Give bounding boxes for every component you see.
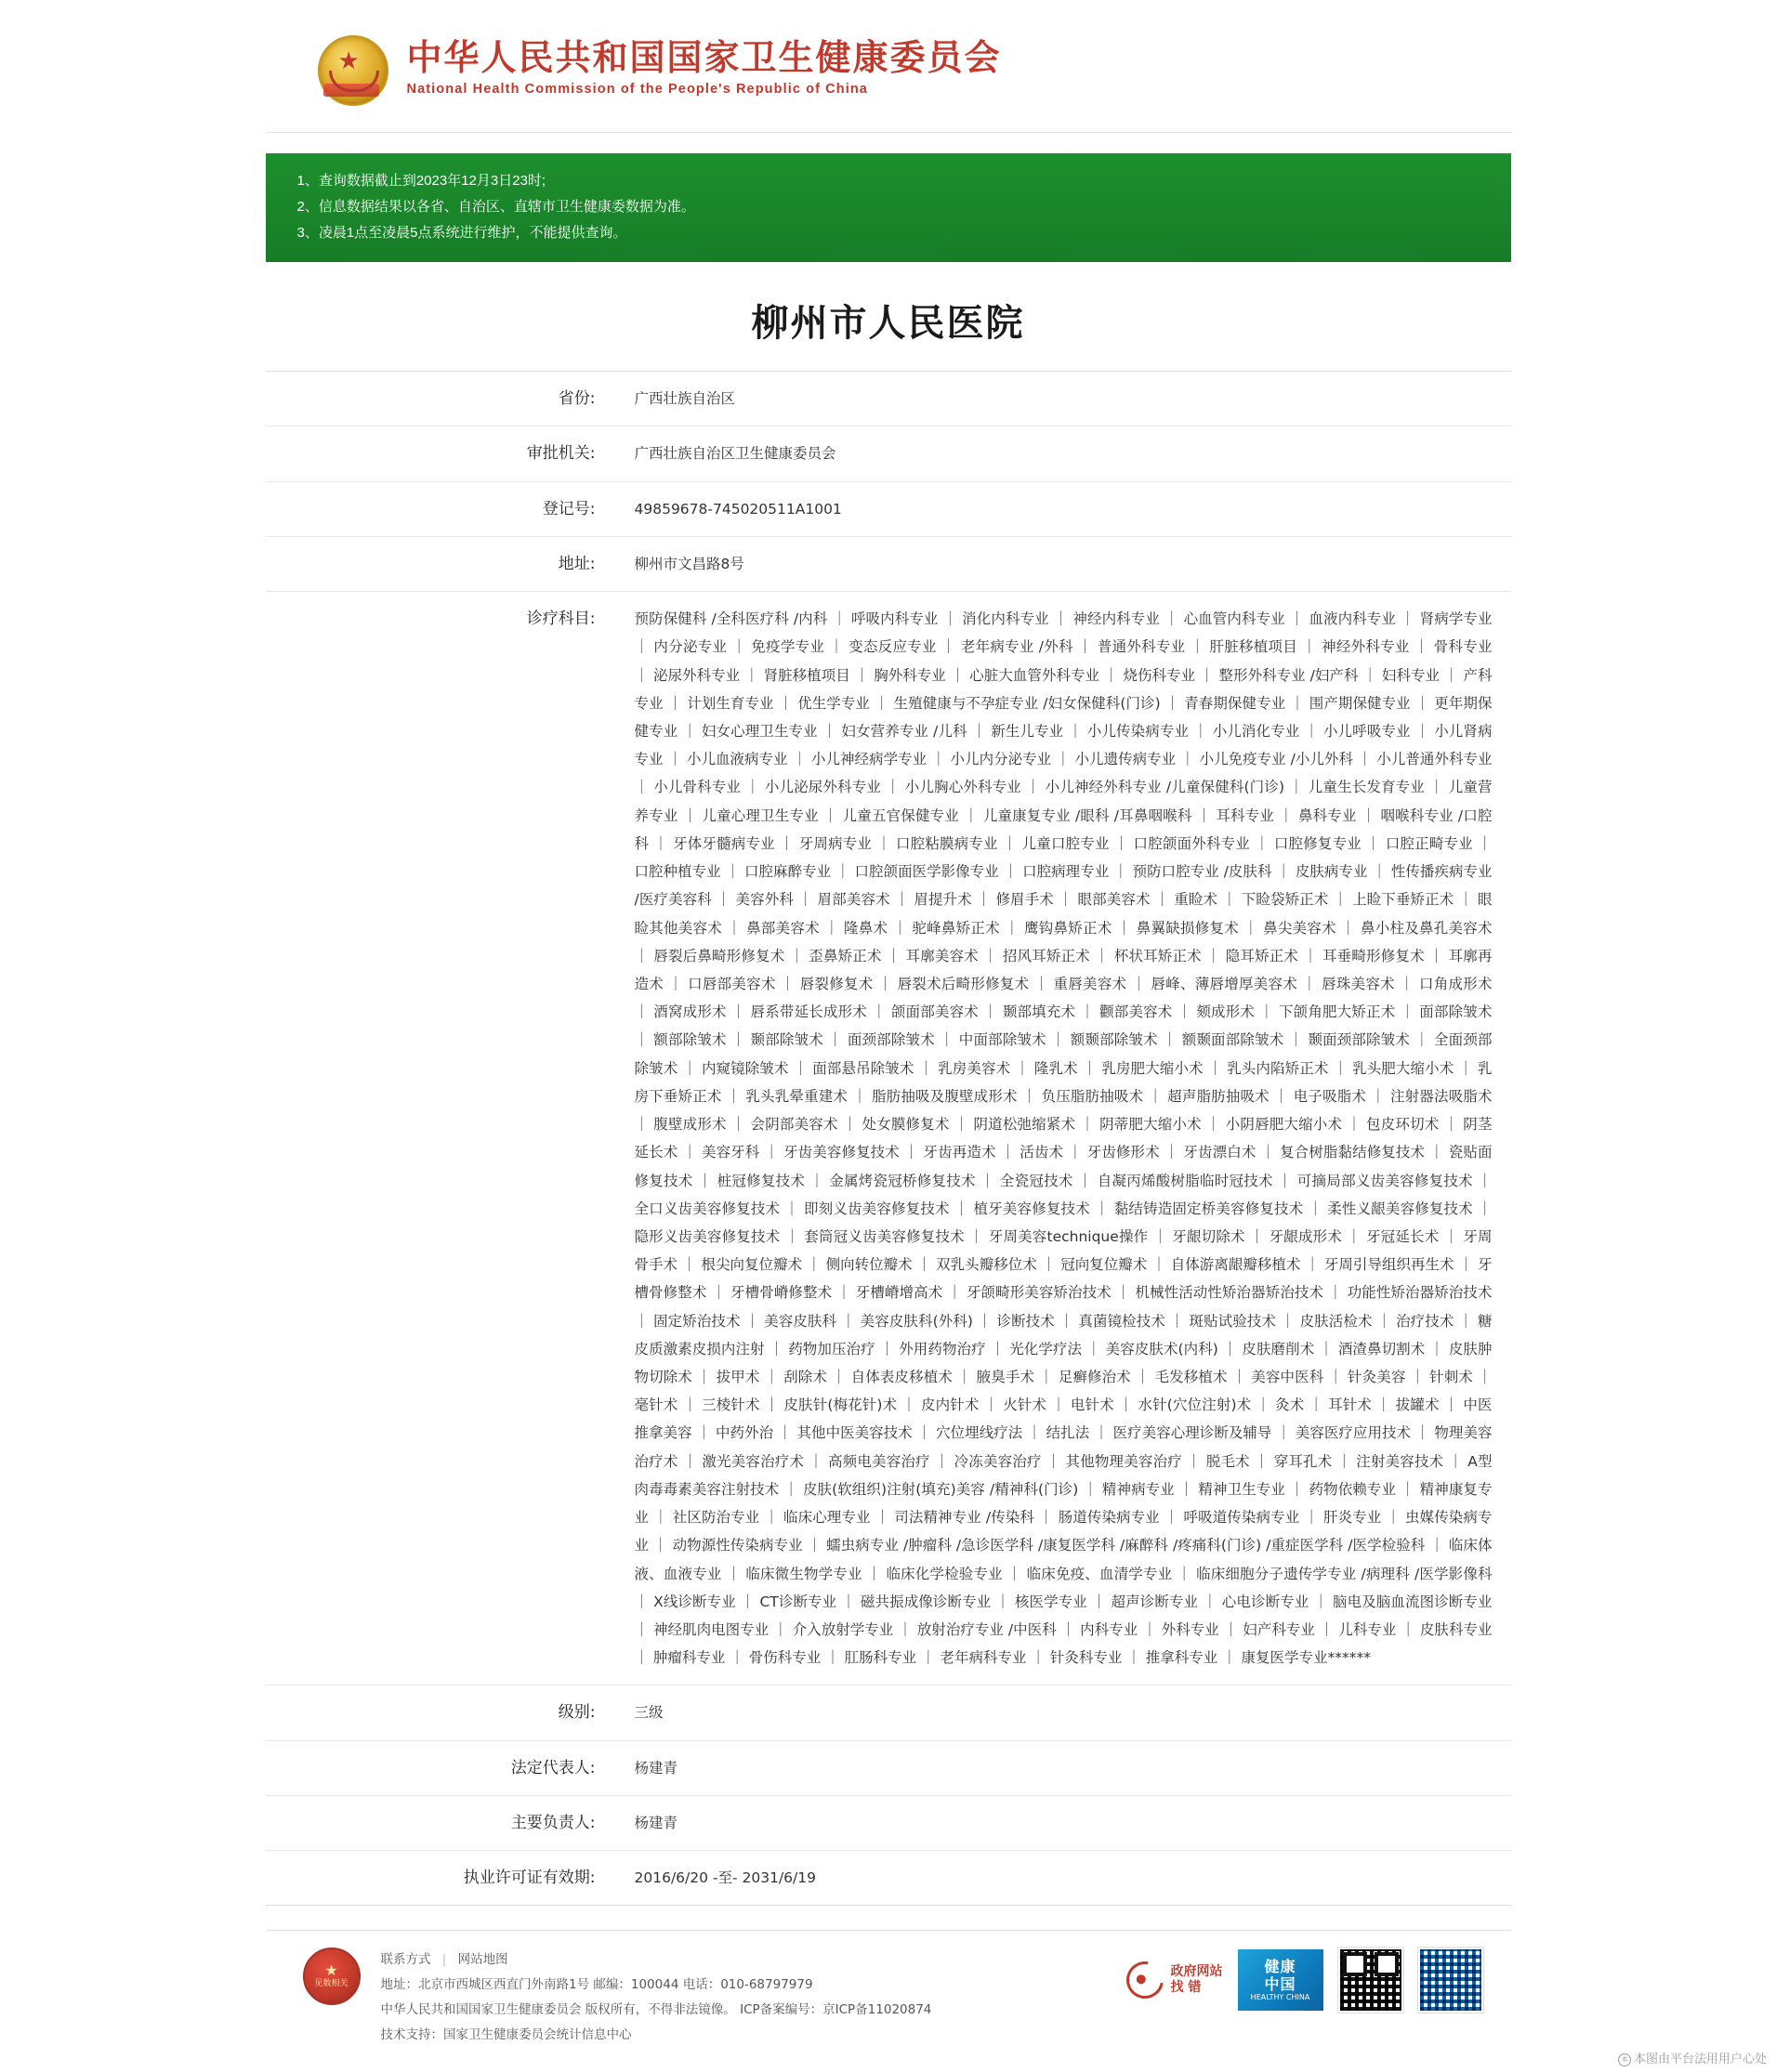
- qr-code-blue-icon[interactable]: [1418, 1947, 1483, 2013]
- value-legal-rep: 杨建青: [634, 1759, 678, 1777]
- header-divider: [266, 132, 1511, 133]
- value-address: 柳州市文昌路8号: [634, 555, 744, 572]
- healthy-china-badge[interactable]: [1238, 1949, 1323, 2011]
- national-emblem-icon: ★: [312, 30, 390, 108]
- label-address: 地址:: [266, 536, 624, 591]
- value-principal: 杨建青: [634, 1814, 678, 1831]
- label-departments: 诊疗科目:: [266, 592, 624, 1685]
- page-title: 柳州市人民医院: [751, 302, 1025, 346]
- sitemap-link[interactable]: 网站地图: [457, 1952, 508, 1968]
- site-title-cn: 中华人民共和国国家卫生健康委员会: [406, 37, 1002, 79]
- table-row-province: [266, 372, 1511, 426]
- table-row-register-no: [266, 481, 1511, 536]
- table-row-departments: [266, 592, 1511, 1685]
- value-level: 三级: [634, 1704, 664, 1722]
- table-row-license: [266, 1851, 1511, 1906]
- site-logo-band: [312, 26, 1028, 113]
- table-row-level: [266, 1685, 1511, 1740]
- gov-seal-text: 见数相关: [314, 1978, 349, 1988]
- label-legal-rep: 法定代表人:: [266, 1740, 624, 1795]
- table-row-address: [266, 536, 1511, 591]
- label-principal: 主要负责人:: [266, 1795, 624, 1850]
- healthy-china-en: HEALTHY CHINA: [1250, 1993, 1310, 2002]
- qr-code-icon[interactable]: [1338, 1947, 1403, 2013]
- site-title-en: National Health Commission of the People's Republic of China: [406, 82, 868, 98]
- watermark: [1618, 2049, 1767, 2066]
- value-license: 2016/6/20 -至- 2031/6/19: [634, 1869, 816, 1887]
- healthy-china-cn2: 中国: [1264, 1974, 1296, 1993]
- contact-link[interactable]: 联系方式: [380, 1952, 431, 1968]
- notice-line-3: 3、凌晨1点至凌晨5点系统进行维护，不能提供查询。: [296, 224, 627, 241]
- link-separator: |: [441, 1952, 447, 1968]
- footer-support: 技术支持：国家卫生健康委员会统计信息中心: [380, 2027, 632, 2043]
- value-departments: 预防保健科 /全科医疗科 /内科 ｜ 呼吸内科专业 ｜ 消化内科专业 ｜ 神经内科专业 ｜ 心血管内科专业 ｜ 血液内科专业 ｜ 肾病学专业 ｜ 内分泌专业 ｜ 免疫学专业 ｜ 变态反应专业 ｜ 老年病专业 /外科 ｜ 普通外科专业 ｜ 肝脏移植项目 ｜ 神经外科专业 ｜ 骨科专业 ｜ 泌尿外科专业 ｜ 肾脏移植项目 ｜ 胸外科专业 ｜ 心脏大血管外科专业 ｜ 烧伤科专业 ｜ 整形外科专业 /妇产科 ｜ 妇科专业 ｜ 产科专业 ｜ 计划生育专业 ｜ 优生学专业 ｜ 生殖健康与不孕症专业 /妇女保健科(门诊) ｜ 青春期保健专业 ｜ 围产期保健专业 ｜ 更年期保健专业 ｜ 妇女心理卫生专业 ｜ 妇女营养专业 /儿科 ｜ 新生儿专业 ｜ 小儿传染病专业 ｜ 小儿消化专业 ｜ 小儿呼吸专业 ｜ 小儿肾病专业 ｜ 小儿血液病专业 ｜ 小儿神经病学专业 ｜ 小儿内分泌专业 ｜ 小儿遗传病专业 ｜ 小儿免疫专业 /小儿外科 ｜ 小儿普通外科专业 ｜ 小儿骨科专业 ｜ 小儿泌尿外科专业 ｜ 小儿胸心外科专业 ｜ 小儿神经外科专业 /儿童保健科(门诊) ｜ 儿童生长发育专业 ｜ 儿童营养专业 ｜ 儿童心理卫生专业 ｜ 儿童五官保健专业 ｜ 儿童康复专业 /眼科 /耳鼻咽喉科 ｜ 耳科专业 ｜ 鼻科专业 ｜ 咽喉科专业 /口腔科 ｜ 牙体牙髓病专业 ｜ 牙周病专业 ｜ 口腔粘膜病专业 ｜ 儿童口腔专业 ｜ 口腔颌面外科专业 ｜ 口腔修复专业 ｜ 口腔正畸专业 ｜ 口腔种植专业 ｜ 口腔麻醉专业 ｜ 口腔颌面医学影像专业 ｜ 口腔病理专业 ｜ 预防口腔专业 /皮肤科 ｜ 皮肤病专业 ｜ 性传播疾病专业 /医疗美容科 ｜ 美容外科 ｜ 眉部美容术 ｜ 眉提升术 ｜ 修眉手术 ｜ 眼部美容术 ｜ 重睑术 ｜ 下睑袋矫正术 ｜ 上睑下垂矫正术 ｜ 眼睑其他美容术 ｜ 鼻部美容术 ｜ 隆鼻术 ｜ 驼峰鼻矫正术 ｜ 鹰钩鼻矫正术 ｜ 鼻翼缺损修复术 ｜ 鼻尖美容术 ｜ 鼻小柱及鼻孔美容术 ｜ 唇裂后鼻畸形修复术 ｜ 歪鼻矫正术 ｜ 耳廓美容术 ｜ 招风耳矫正术 ｜ 杯状耳矫正术 ｜ 隐耳矫正术 ｜ 耳垂畸形修复术 ｜ 耳廓再造术 ｜ 口唇部美容术 ｜ 唇裂修复术 ｜ 唇裂术后畸形修复术 ｜ 重唇美容术 ｜ 唇峰、薄唇增厚美容术 ｜ 唇珠美容术 ｜ 口角成形术 ｜ 酒窝成形术 ｜ 唇系带延长成形术 ｜ 颌面部美容术 ｜ 颞部填充术 ｜ 颧部美容术 ｜ 颏成形术 ｜ 下颌角肥大矫正术 ｜ 面部除皱术 ｜ 额部除皱术 ｜ 颞部除皱术 ｜ 面颈部除皱术 ｜ 中面部除皱术 ｜ 额颞部除皱术 ｜ 额颞面部除皱术 ｜ 颞面颈部除皱术 ｜ 全面颈部除皱术 ｜ 内窥镜除皱术 ｜ 面部悬吊除皱术 ｜ 乳房美容术 ｜ 隆乳术 ｜ 乳房肥大缩小术 ｜ 乳头内陷矫正术 ｜ 乳头肥大缩小术 ｜ 乳房下垂矫正术 ｜ 乳头乳晕重建术 ｜ 脂肪抽吸及腹壁成形术 ｜ 负压脂肪抽吸术 ｜ 超声脂肪抽吸术 ｜ 电子吸脂术 ｜ 注射器法吸脂术 ｜ 腹壁成形术 ｜ 会阴部美容术 ｜ 处女膜修复术 ｜ 阴道松弛缩紧术 ｜ 阴蒂肥大缩小术 ｜ 小阴唇肥大缩小术 ｜ 包皮环切术 ｜ 阴茎延长术 ｜ 美容牙科 ｜ 牙齿美容修复技术 ｜ 牙齿再造术 ｜ 活齿术 ｜ 牙齿修形术 ｜ 牙齿漂白术 ｜ 复合树脂黏结修复技术 ｜ 瓷贴面修复技术 ｜ 桩冠修复技术 ｜ 金属烤瓷冠桥修复技术 ｜ 全瓷冠技术 ｜ 自凝丙烯酸树脂临时冠技术 ｜ 可摘局部义齿美容修复技术 ｜ 全口义齿美容修复技术 ｜ 即刻义齿美容修复技术 ｜ 植牙美容修复技术 ｜ 黏结铸造固定桥美容修复技术 ｜ 柔性义龈美容修复技术 ｜ 隐形义齿美容修复技术 ｜ 套筒冠义齿美容修复技术 ｜ 牙周美容technique操作 ｜ 牙龈切除术 ｜ 牙龈成形术 ｜ 牙冠延长术 ｜ 牙周骨手术 ｜ 根尖向复位瓣术 ｜ 侧向转位瓣术 ｜ 双乳头瓣移位术 ｜ 冠向复位瓣术 ｜ 自体游离龈瓣移植术 ｜ 牙周引导组织再生术 ｜ 牙槽骨修整术 ｜ 牙槽骨嵴修整术 ｜ 牙槽嵴增高术 ｜ 牙颌畸形美容矫治技术 ｜ 机械性活动性矫治器矫治技术 ｜ 功能性矫治器矫治技术 ｜ 固定矫治技术 ｜ 美容皮肤科 ｜ 美容皮肤科(外科) ｜ 诊断技术 ｜ 真菌镜检技术 ｜ 斑贴试验技术 ｜ 皮肤活检术 ｜ 治疗技术 ｜ 糖皮质激素皮损内注射 ｜ 药物加压治疗 ｜ 外用药物治疗 ｜ 光化学疗法 ｜ 美容皮肤术(内科) ｜ 皮肤磨削术 ｜ 酒渣鼻切割术 ｜ 皮肤肿物切除术 ｜ 拔甲术 ｜ 刮除术 ｜ 自体表皮移植术 ｜ 腋臭手术 ｜ 足癣修治术 ｜ 毛发移植术 ｜ 美容中医科 ｜ 针灸美容 ｜ 针刺术 ｜ 毫针术 ｜ 三棱针术 ｜ 皮肤针(梅花针)术 ｜ 皮内针术 ｜ 火针术 ｜ 电针术 ｜ 水针(穴位注射)术 ｜ 灸术 ｜ 耳针术 ｜ 拔罐术 ｜ 中医推拿美容 ｜ 中药外治 ｜ 其他中医美容技术 ｜ 穴位埋线疗法 ｜ 结扎法 ｜ 医疗美容心理诊断及辅导 ｜ 美容医疗应用技术 ｜ 物理美容治疗术 ｜ 激光美容治疗术 ｜ 高频电美容治疗 ｜ 冷冻美容治疗 ｜ 其他物理美容治疗 ｜ 脱毛术 ｜ 穿耳孔术 ｜ 注射美容技术 ｜ A型肉毒毒素美容注射技术 ｜ 皮肤(软组织)注射(填充)美容 /精神科(门诊) ｜ 精神病专业 ｜ 精神卫生专业 ｜ 药物依赖专业 ｜ 精神康复专业 ｜ 社区防治专业 ｜ 临床心理专业 ｜ 司法精神专业 /传染科 ｜ 肠道传染病专业 ｜ 呼吸道传染病专业 ｜ 肝炎专业 ｜ 虫媒传染病专业 ｜ 动物源性传染病专业 ｜ 蠕虫病专业 /肿瘤科 /急诊医学科 /康复医学科 /麻醉科 /疼痛科(门诊) /重症医学科 /医学检验科 ｜ 临床体液、血液专业 ｜ 临床微生物学专业 ｜ 临床化学检验专业 ｜ 临床免疫、血清学专业 ｜ 临床细胞分子遗传学专业 /病理科 /医学影像科 ｜ X线诊断专业 ｜ CT诊断专业 ｜ 磁共振成像诊断专业 ｜ 核医学专业 ｜ 超声诊断专业 ｜ 心电诊断专业 ｜ 脑电及脑血流图诊断专业 ｜ 神经肌肉电图专业 ｜ 介入放射学专业 ｜ 放射治疗专业 /中医科 ｜ 内科专业 ｜ 外科专业 ｜ 妇产科专业 ｜ 儿科专业 ｜ 皮肤科专业 ｜ 肿瘤科专业 ｜ 骨伤科专业 ｜ 肛肠科专业 ｜ 老年病科专业 ｜ 针灸科专业 ｜ 推拿科专业 ｜ 康复医学专业******: [634, 610, 1493, 1667]
- gov-seal-icon: ★ 见数相关: [303, 1947, 361, 2005]
- notice-line-2: 2、信息数据结果以各省、自治区、直辖市卫生健康委数据为准。: [296, 198, 695, 215]
- label-license: 执业许可证有效期:: [266, 1851, 624, 1906]
- label-province: 省份:: [266, 372, 624, 426]
- watermark-dot-icon: 本: [1618, 2053, 1631, 2066]
- gov-badge-line2: 找 错: [1170, 1980, 1202, 1996]
- footer-links-row: [381, 1947, 932, 1973]
- notice-banner: [266, 153, 1511, 262]
- site-footer: [266, 1931, 1511, 2072]
- value-register-no: 49859678-745020511A1001: [634, 500, 842, 518]
- gov-badge-line1: 政府网站: [1170, 1963, 1223, 1979]
- label-register-no: 登记号:: [266, 481, 624, 536]
- label-level: 级别:: [266, 1685, 624, 1740]
- hospital-info-table: [266, 371, 1511, 1906]
- footer-address: 地址：北京市西城区西直门外南路1号 邮编：100044 电话：010-68797979: [380, 1977, 813, 1993]
- value-authority: 广西壮族自治区卫生健康委员会: [634, 445, 836, 463]
- table-row-principal: [266, 1795, 1511, 1850]
- healthy-china-cn: 健康: [1264, 1958, 1296, 1976]
- value-province: 广西壮族自治区: [634, 390, 736, 408]
- notice-section: [266, 153, 1511, 262]
- site-header: [0, 0, 1776, 133]
- watermark-text: 本图由平台法用用户心处: [1633, 2052, 1767, 2067]
- swoosh-icon: [1119, 1954, 1171, 2006]
- table-row-authority: [266, 426, 1511, 481]
- label-authority: 审批机关:: [266, 426, 624, 481]
- gov-website-report-badge[interactable]: [1126, 1961, 1223, 1999]
- notice-line-1: 1、查询数据截止到2023年12月3日23时;: [296, 173, 546, 189]
- table-row-legal-rep: [266, 1740, 1511, 1795]
- footer-copyright: 中华人民共和国国家卫生健康委员会 版权所有，不得非法镜像。 ICP备案编号：京ICP备11020874: [380, 2002, 932, 2018]
